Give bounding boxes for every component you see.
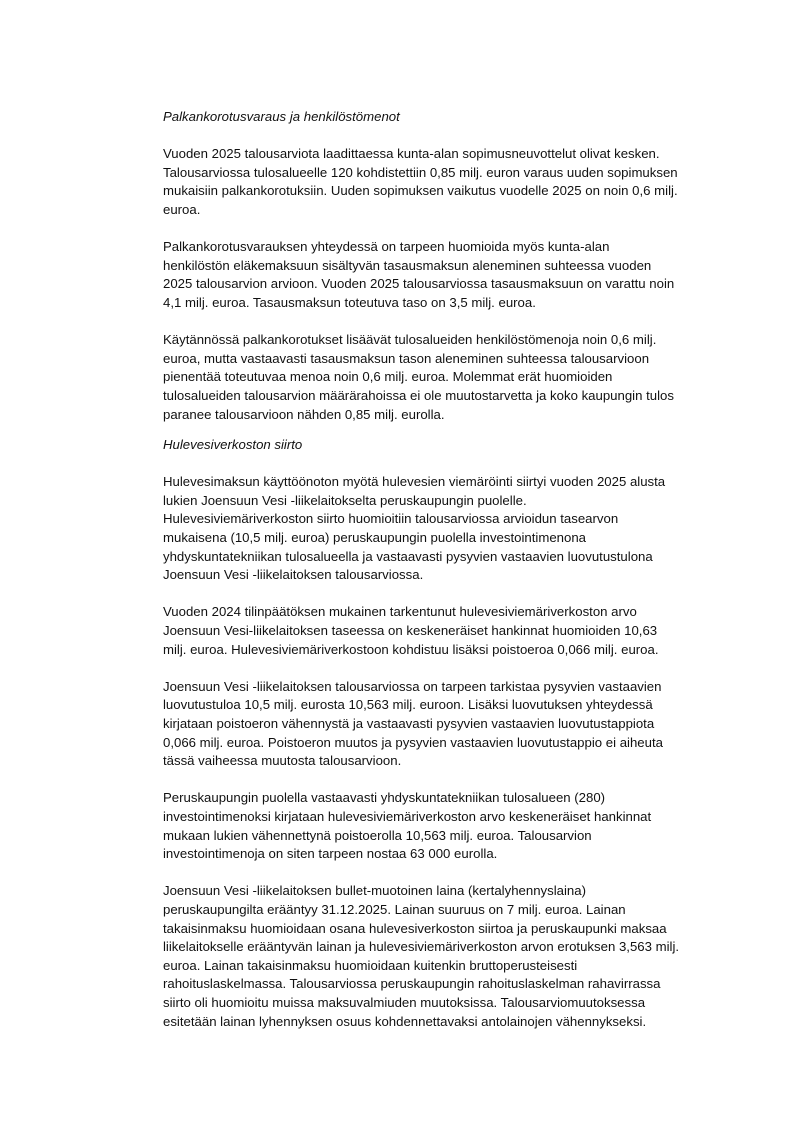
text-line: 4,1 milj. euroa. Tasausmaksun toteutuva taso on 3,5 milj. euroa. — [163, 294, 536, 310]
text-line: euroa, mutta vastaavasti tasausmaksun tason aleneminen suhteessa talousarvioon — [163, 350, 650, 366]
text-line: paranee talousarvioon nähden 0,85 milj. eurolla. — [163, 406, 445, 422]
paragraph — [163, 603, 743, 659]
text-line: Vuoden 2025 talousarviota laadittaessa kunta-alan sopimusneuvottelut olivat kesken. — [163, 146, 660, 162]
text-line: yhdyskuntatekniikan tulosalueella ja vastaavasti pysyvien vastaavien luovutustulona — [163, 548, 653, 564]
paragraph — [163, 882, 743, 1031]
text-line: Käytännössä palkankorotukset lisäävät tulosalueiden henkilöstömenoja noin 0,6 milj. — [163, 332, 657, 348]
text-line: lukien Joensuun Vesi -liikelaitokselta peruskaupungin puolelle. — [163, 492, 527, 508]
text-line: Vuoden 2024 tilinpäätöksen mukainen tarkentunut hulevesiviemäriverkoston arvo — [163, 604, 637, 620]
text-line: luovutustuloa 10,5 milj. eurosta 10,563 milj. euroon. Lisäksi luovutuksen yhteydessä — [163, 697, 653, 713]
text-line: 0,066 milj. euroa. Poistoeron muutos ja pysyvien vastaavien luovutustappio ei aiheuta — [163, 734, 663, 750]
text-line: mukaan lukien vähennettynä poistoerolla 10,563 milj. euroa. Talousarvion — [163, 827, 592, 843]
paragraph — [163, 331, 743, 424]
text-line: tässä vaiheessa muutosta talousarvioon. — [163, 753, 402, 769]
text-line: milj. euroa. Hulevesiviemäriverkostoon kohdistuu lisäksi poistoeroa 0,066 milj. euroa. — [163, 641, 659, 657]
document-page — [163, 108, 743, 1050]
text-line: peruskaupungilta erääntyy 31.12.2025. Lainan suuruus on 7 milj. euroa. Lainan — [163, 901, 626, 917]
paragraph — [163, 678, 743, 771]
text-line: siirto oli huomioitu muissa maksuvalmiuden muutoksissa. Talousarviomuutoksessa — [163, 994, 646, 1010]
text-line: tulosalueiden talousarvion määrärahoissa ei ole muutostarvetta ja koko kaupungin tulos — [163, 387, 674, 403]
text-line: euroa. Lainan takaisinmaksu huomioidaan kuitenkin bruttoperusteisesti — [163, 957, 578, 973]
text-line: pienentää toteutuvaa menoa noin 0,6 milj. euroa. Molemmat erät huomioiden — [163, 369, 613, 385]
text-line: Hulevesiviemäriverkoston siirto huomioitiin talousarviossa arvioidun tasearvon — [163, 511, 619, 527]
paragraph — [163, 145, 743, 219]
text-line: Joensuun Vesi-liikelaitoksen taseessa on keskeneräiset hankinnat huomioiden 10,63 — [163, 623, 658, 639]
text-line: henkilöstön eläkemaksuun sisältyvän tasausmaksun aleneminen suhteessa vuoden — [163, 257, 652, 273]
text-line: investointimenoksi kirjataan hulevesiviemäriverkoston arvo keskeneräiset hankinnat — [163, 808, 652, 824]
section-heading: Hulevesiverkoston siirto — [163, 437, 303, 453]
text-line: Talousarviossa tulosalueelle 120 kohdistettiin 0,85 milj. euron varaus uuden sopimuksen — [163, 164, 678, 180]
section-heading: Palkankorotusvaraus ja henkilöstömenot — [163, 109, 400, 124]
paragraph — [163, 789, 743, 863]
section-palkankorotusvaraus — [163, 108, 743, 424]
text-line: investointimenoja on siten tarpeen nostaa 63 000 eurolla. — [163, 846, 498, 862]
text-line: kirjataan poistoeron vähennystä ja vastaavasti pysyvien vastaavien luovutustappiota — [163, 716, 655, 731]
text-line: mukaisiin palkankorotuksiin. Uuden sopimuksen vaikutus vuodelle 2025 on noin 0,6 milj. — [163, 183, 678, 199]
text-line: euroa. — [163, 201, 201, 217]
section-hulevesiverkoston-siirto — [163, 436, 743, 1031]
text-line: rahoituslaskelmassa. Talousarviossa peruskaupungin rahoituslaskelman rahavirrassa — [163, 976, 661, 992]
text-line: Palkankorotusvarauksen yhteydessä on tarpeen huomioida myös kunta-alan — [163, 239, 610, 255]
text-line: takaisinmaksu huomioidaan osana hulevesiverkoston siirtoa ja peruskaupunki maksaa — [163, 920, 667, 936]
text-line: Joensuun Vesi -liikelaitoksen talousarviossa. — [163, 567, 424, 583]
text-line: esitetään lainan lyhennyksen osuus kohdennettavaksi antolainojen vähennykseksi. — [163, 1013, 647, 1029]
text-line: Peruskaupungin puolella vastaavasti yhdyskuntatekniikan tulosalueen (280) — [163, 790, 606, 806]
text-line: liikelaitokselle erääntyvän lainan ja hulevesiviemäriverkoston arvon erotuksen 3,563 milj. — [163, 939, 680, 955]
text-line: Joensuun Vesi -liikelaitoksen bullet-muotoinen laina (kertalyhennyslaina) — [163, 883, 586, 899]
text-line: Joensuun Vesi -liikelaitoksen talousarviossa on tarpeen tarkistaa pysyvien vastaavien — [163, 678, 662, 694]
paragraph — [163, 238, 743, 312]
text-line: mukaisena (10,5 milj. euroa) peruskaupungin puolella investointimenona — [163, 530, 586, 546]
text-line: 2025 talousarvion arvioon. Vuoden 2025 talousarviossa tasausmaksuun on varattu noin — [163, 276, 675, 292]
text-line: Hulevesimaksun käyttöönoton myötä hulevesien viemäröinti siirtyi vuoden 2025 alusta — [163, 474, 666, 490]
paragraph — [163, 473, 743, 585]
